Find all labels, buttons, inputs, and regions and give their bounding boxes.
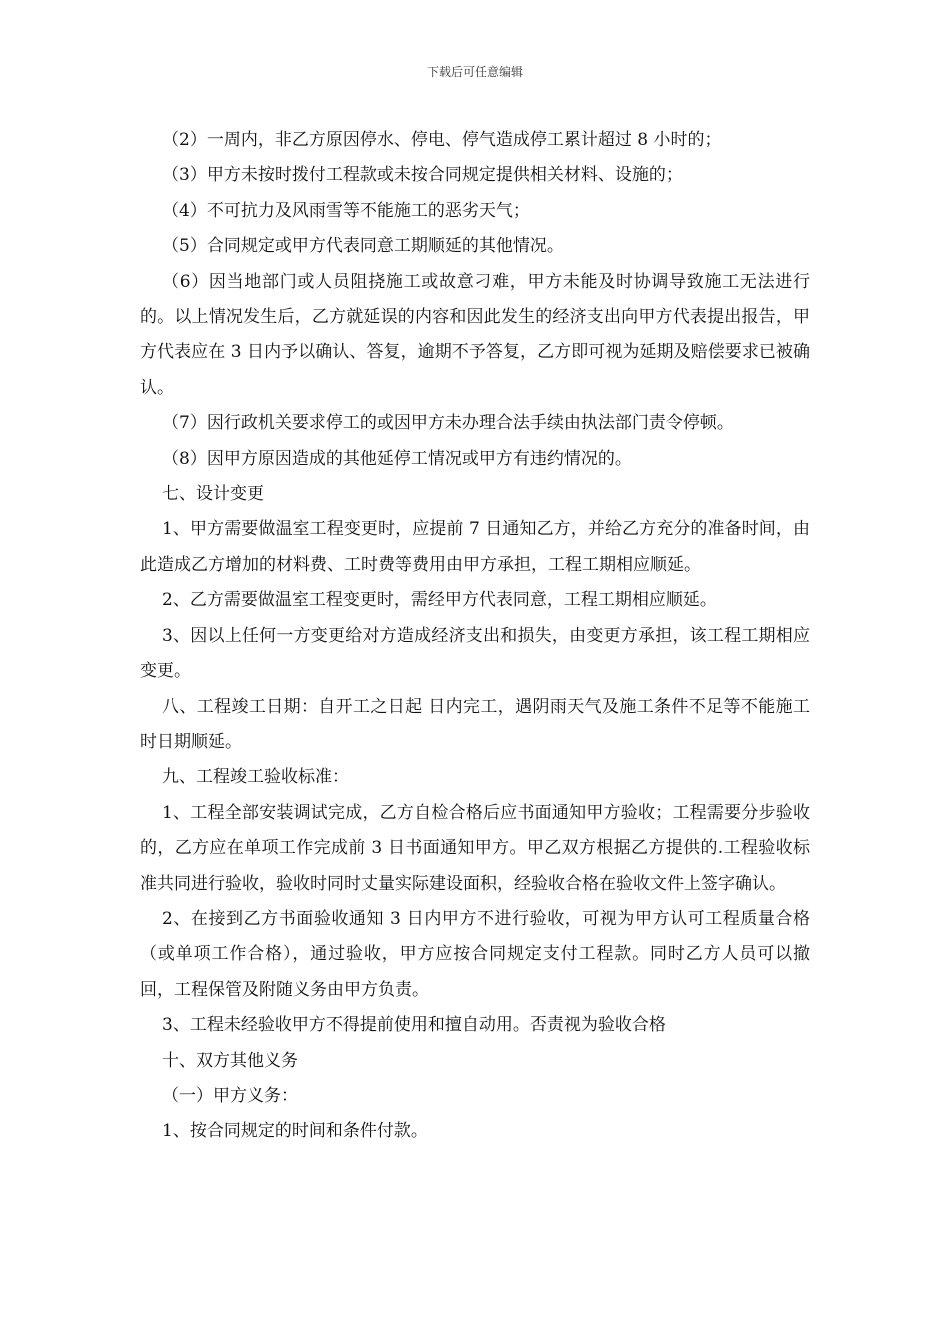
clause-7-paragraph: （7）因行政机关要求停工的或因甲方未办理合法手续由执法部门责令停顿。 — [162, 413, 734, 434]
clause-6-paragraph: （6）因当地部门或人员阻挠施工或故意刁难，甲方未能及时协调导致施工无法进行的。以上情况发生后，乙方就延误的内容和因此发生的经济支出向甲方代表提出报告，甲方代表应在 3 日内予以确认、答复，逾期不予答复，乙方即可视为延期及赔偿要求已被确认。 — [140, 271, 810, 398]
clause-2-paragraph: （2）一周内，非乙方原因停水、停电、停气造成停工累计超过 8 小时的； — [162, 130, 722, 150]
design-change-item-2: 2、乙方需要做温室工程变更时，需经甲方代表同意，工程工期相应顺延。 — [162, 590, 717, 611]
acceptance-item-3: 3、工程未经验收甲方不得提前使用和擅自动用。否责视为验收合格 — [162, 1015, 666, 1036]
clause-3-paragraph: （3）甲方未按时拨付工程款或未按合同规定提供相关材料、设施的； — [162, 165, 683, 186]
clause-8-paragraph: （8）因甲方原因造成的其他延停工情况或甲方有违约情况的。 — [162, 448, 632, 469]
clause-4-paragraph: （4）不可抗力及风雨雪等不能施工的恶劣天气； — [162, 200, 530, 221]
page-header: 下载后可任意编辑 — [426, 65, 523, 79]
section-heading-acceptance-standard: 九、工程竣工验收标准： — [162, 767, 349, 788]
subheading-party-a-obligations: （一）甲方义务： — [162, 1085, 298, 1106]
section-completion-date: 八、工程竣工日期：自开工之日起 日内完工，遇阴雨天气及施工条件不足等不能施工时日期顺延。 — [140, 696, 810, 752]
clause-5-paragraph: （5）合同规定或甲方代表同意工期顺延的其他情况。 — [162, 236, 564, 257]
design-change-item-1: 1、甲方需要做温室工程变更时，应提前 7 日通知乙方，并给乙方充分的准备时间，由此造成乙方增加的材料费、工时费等费用由甲方承担，工程工期相应顺延。 — [140, 519, 810, 575]
design-change-item-3: 3、因以上任何一方变更给对方造成经济支出和损失，由变更方承担，该工程工期相应变更。 — [140, 625, 810, 682]
party-a-obligation-item-1: 1、按合同规定的时间和条件付款。 — [162, 1121, 428, 1142]
document-body — [140, 123, 810, 1150]
section-heading-design-change: 七、设计变更 — [162, 484, 264, 505]
acceptance-item-1: 1、工程全部安装调试完成，乙方自检合格后应书面通知甲方验收；工程需要分步验收的，乙方应在单项工作完成前 3 日书面通知甲方。甲乙双方根据乙方提供的.工程验收标准共同进行验收，验收时同时丈量实际建设面积，经验收合格在验收文件上签字确认。 — [140, 802, 810, 894]
acceptance-item-2: 2、在接到乙方书面验收通知 3 日内甲方不进行验收，可视为甲方认可工程质量合格（或单项工作合格），通过验收，甲方应按合同规定支付工程款。同时乙方人员可以撤回，工程保管及附随义务由甲方负责。 — [140, 908, 810, 1000]
section-heading-other-obligations: 十、双方其他义务 — [162, 1050, 298, 1071]
